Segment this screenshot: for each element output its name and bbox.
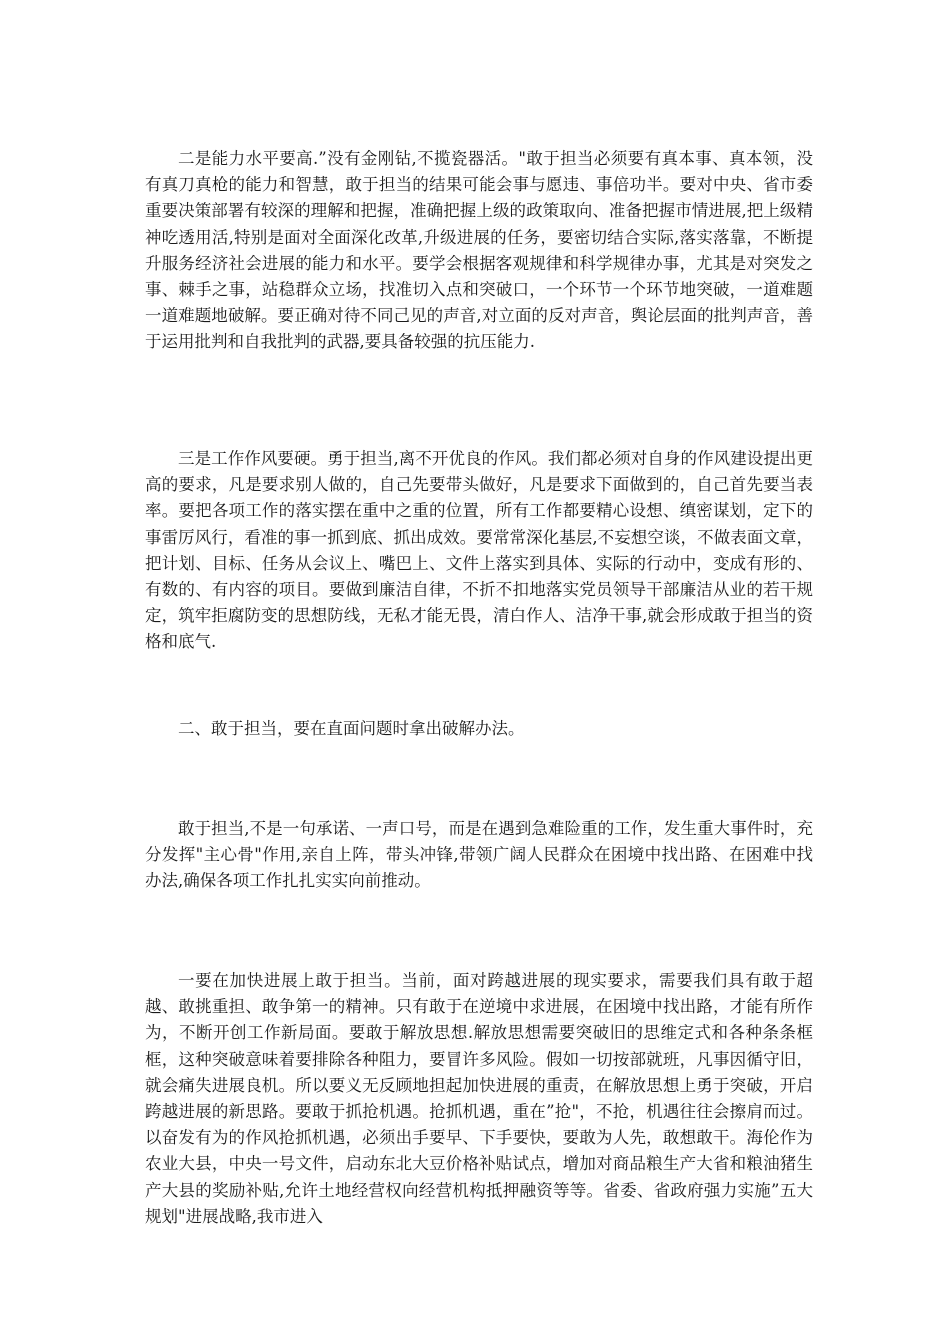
paragraph-take-responsibility: 敢于担当,不是一句承诺、一声口号，而是在遇到急难险重的工作，发生重大事件时，充分发挥"主心骨"作用,亲自上阵，带头冲锋,带领广阔人民群众在困境中找出路、在困难中找办法,确保各项工作扎扎实实向前推动。 bbox=[145, 819, 813, 891]
paragraph-work-style: 三是工作作风要硬。勇于担当,离不开优良的作风。我们都必须对自身的作风建设提出更高的要求，凡是要求别人做的，自己先要带头做好，凡是要求下面做到的，自己首先要当表率。要把各项工作的落实摆在重中之重的位置，所有工作都要精心设想、缜密谋划，定下的事雷厉风行，看准的事一抓到底、抓出成效。要常常深化基层,不妄想空谈，不做表面文章，把计划、目标、任务从会议上、嘴巴上、文件上落实到具体、实际的行动中，变成有形的、有数的、有内容的项目。要做到廉洁自律，不折不扣地落实党员领导干部廉洁从业的若干规定，筑牢拒腐防变的思想防线，无私才能无畏，清白作人、洁净干事,就会形成敢于担当的资格和底气. bbox=[145, 449, 813, 652]
section-heading-two: 二、敢于担当，要在直面问题时拿出破解办法。 bbox=[178, 719, 525, 738]
paragraph-accelerate-development: 一要在加快进展上敢于担当。当前，面对跨越进展的现实要求，需要我们具有敢于超越、敢挑重担、敢争第一的精神。只有敢于在逆境中求进展，在困境中找出路，才能有所作为，不断开创工作新局面。要敢于解放思想.解放思想需要突破旧的思维定式和各种条条框框，这种突破意味着要排除各种阻力，要冒许多风险。假如一切按部就班，凡事因循守旧，就会痛失进展良机。所以要义无反顾地担起加快进展的重责，在解放思想上勇于突破，开启跨越进展的新思路。要敢于抓抢机遇。抢抓机遇，重在”抢"，不抢，机遇往往会擦肩而过。以奋发有为的作风抢抓机遇，必须出手要早、下手要快，要敢为人先，敢想敢干。海伦作为农业大县，中央一号文件，启动东北大豆价格补贴试点，增加对商品粮生产大省和粮油猪生产大县的奖励补贴,允许土地经营权向经营机构抵押融资等等。省委、省政府强力实施”五大规划"进展战略,我市进入 bbox=[145, 971, 813, 1226]
paragraph-ability-level: 二是能力水平要高.”没有金刚钻,不揽瓷器活。"敢于担当必须要有真本事、真本领，没有真刀真枪的能力和智慧，敢于担当的结果可能会事与愿违、事倍功半。要对中央、省市委重要决策部署有较深的理解和把握，准确把握上级的政策取向、准备把握市情进展,把上级精神吃透用活,特别是面对全面深化改革,升级进展的任务，要密切结合实际,落实落靠，不断提升服务经济社会进展的能力和水平。要学会根据客观规律和科学规律办事，尤其是对突发之事、棘手之事，站稳群众立场，找准切入点和突破口，一个环节一个环节地突破，一道难题一道难题地破解。要正确对待不同己见的声音,对立面的反对声音，舆论层面的批判声音，善于运用批判和自我批判的武器,要具备较强的抗压能力. bbox=[145, 149, 813, 352]
